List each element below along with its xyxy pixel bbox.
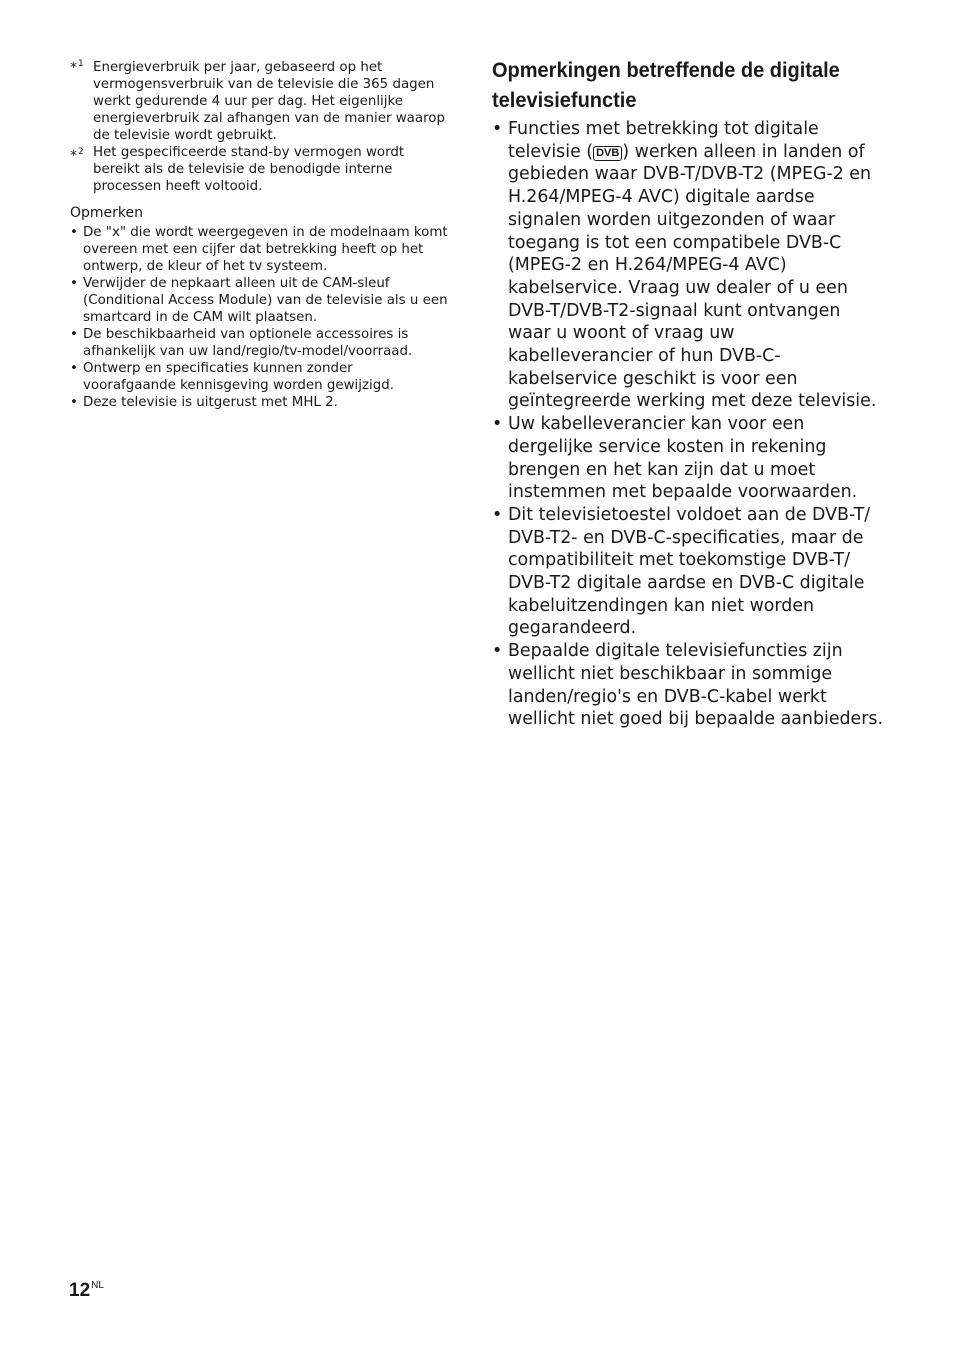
list-item: • Bepaalde digitale televisiefuncties zijn wellicht niet beschikbaar in sommige landen/regio's en DVB-C-kabel werkt wellicht niet goed bij bepaalde aanbieders. [492, 640, 884, 731]
dvb-logo-icon: DVB [593, 146, 622, 161]
right-column [492, 55, 884, 731]
list-item: • Dit televisietoestel voldoet aan de DVB-T/ DVB-T2- en DVB-C-specificaties, maar de compatibiliteit met toekomstige DVB-T/ DVB-T2 digitale aardse en DVB-C digitale kabeluitzendingen kan niet worden gegarandeerd. [492, 504, 884, 640]
footnote-marker: *$^1$ [70, 59, 84, 76]
footnote-2 [70, 144, 448, 195]
left-column [70, 56, 448, 411]
page-language: NL [91, 1280, 104, 1291]
page-number: $12^{NL}$ [69, 1280, 104, 1301]
list-item: • Deze televisie is uitgerust met MHL 2. [70, 394, 448, 411]
remarks-heading: Opmerken [70, 205, 144, 221]
footnote-text: Energieverbruik per jaar, gebaseerd op het vermogensverbruik van de televisie die 365 dagen werkt gedurende 4 uur per dag. Het eigenlijke energieverbruik zal afhangen van de manier waarop de televisie wordt gebruikt. [93, 60, 445, 143]
remarks-list [70, 224, 448, 411]
digital-notes-list [492, 118, 884, 731]
list-item: • Functies met betrekking tot digitale televisie ( DVB ) werken alleen in landen of gebieden waar DVB-T/DVB-T2 (MPEG-2 en H.264/MPEG-4 AVC) digitale aardse signalen worden uitgezonden of waar toegang is tot een compatibele DVB-C (MPEG-2 en H.264/MPEG-4 AVC) kabelservice. Vraag uw dealer of u een DVB-T/DVB-T2-signaal kunt ontvangen waar u woont of vraag uw kabelleverancier of hun DVB-C-kabelservice geschikt is voor een geïntegreerde werking met deze televisie. [492, 118, 884, 413]
list-item: • De beschikbaarheid van optionele accessoires is afhankelijk van uw land/regio/tv-model/voorraad. [70, 326, 448, 360]
list-item: • Ontwerp en specificaties kunnen zonder voorafgaande kennisgeving worden gewijzigd. [70, 360, 448, 394]
list-item: • Verwijder de nepkaart alleen uit de CAM-sleuf (Conditional Access Module) van de televisie als u een smartcard in de CAM wilt plaatsen. [70, 275, 448, 326]
section-title: Opmerkingen betreffende de digitale televisiefunctie [492, 58, 840, 112]
footnote-1 [70, 56, 448, 144]
list-item: • De "x" die wordt weergegeven in de modelnaam komt overeen met een cijfer dat betrekking heeft op het ontwerp, de kleur of het tv systeem. [70, 224, 448, 275]
footnote-text: Het gespecificeerde stand-by vermogen wordt bereikt als de televisie de benodigde interne processen heeft voltooid. [93, 145, 405, 194]
footnote-marker: *$^2$ [70, 147, 84, 164]
list-item: • Uw kabelleverancier kan voor een dergelijke service kosten in rekening brengen en het kan zijn dat u moet instemmen met bepaalde voorwaarden. [492, 413, 884, 504]
